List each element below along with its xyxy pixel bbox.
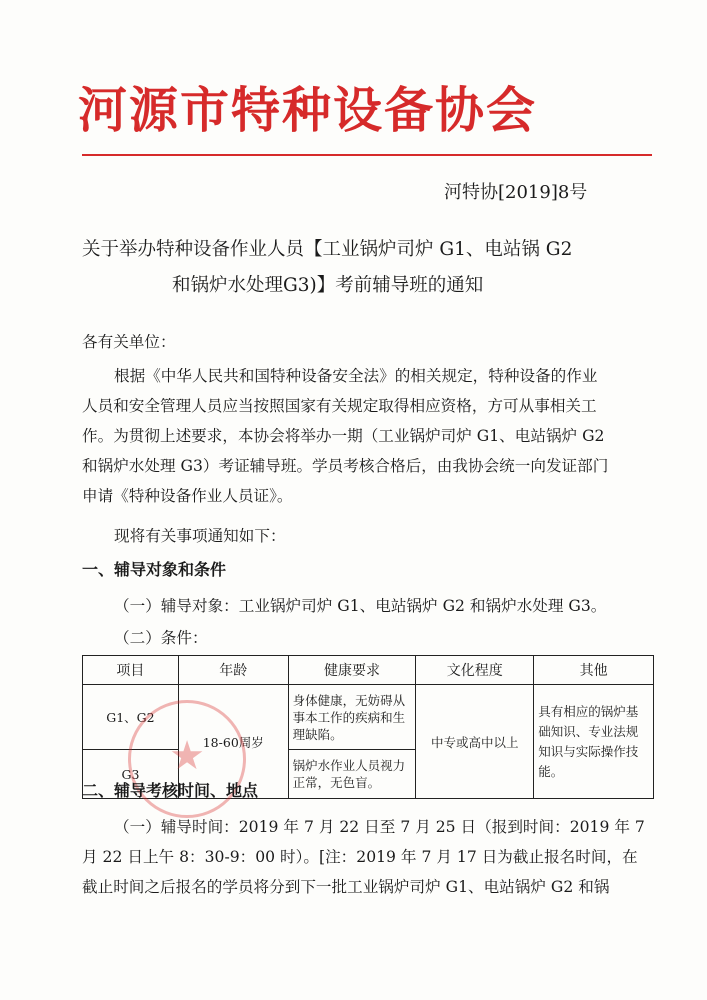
red-divider-line: [82, 154, 652, 156]
table-cell-health: [288, 750, 416, 799]
table-header-cell: 项目: [83, 656, 179, 685]
table-cell-health: [288, 685, 416, 750]
organization-name: 河源市特种设备协会: [78, 81, 538, 139]
health-text: 锅炉水作业人员视力正常，无色盲。: [292, 758, 406, 790]
item-target: （一）辅导对象：工业锅炉司炉 G1、电站锅炉 G2 和锅炉水处理 G3。: [114, 597, 607, 615]
table-header-cell: 其他: [534, 656, 654, 685]
item-conditions: （二）条件：: [114, 629, 208, 647]
paragraph-line: 截止时间之后报名的学员将分到下一批工业锅炉司炉 G1、电站锅炉 G2 和锅: [82, 878, 610, 896]
paragraph-schedule: [82, 812, 647, 902]
section-heading-2: 二、辅导考核时间、地点: [82, 781, 259, 800]
notice-title-line-1: 关于举办特种设备作业人员【工业锅炉司炉 G1、电站锅 G2: [82, 239, 573, 260]
salutation: 各有关单位：: [82, 333, 176, 351]
other-text: 具有相应的锅炉基础知识、专业法规知识与实际操作技能。: [538, 703, 639, 779]
paragraph-line: 人员和安全管理人员应当按照国家有关规定取得相应资格，方可从事相关工: [82, 397, 597, 415]
paragraph-line: 和锅炉水处理 G3）考证辅导班。学员考核合格后，由我协会统一向发证部门: [82, 457, 609, 475]
seal-star-icon: ★: [169, 733, 205, 779]
paragraph-line: 申请《特种设备作业人员证》。: [82, 487, 293, 505]
paragraph-intro: [82, 361, 647, 511]
notice-title: [82, 232, 652, 304]
paragraph-notice: 现将有关事项通知如下：: [114, 527, 286, 545]
paragraph-line: 作。为贯彻上述要求，本协会将举办一期（工业锅炉司炉 G1、电站锅炉 G2: [82, 427, 605, 445]
table-header-row: [83, 656, 654, 685]
section-heading-1: 一、辅导对象和条件: [82, 560, 227, 579]
health-text: 身体健康，无妨碍从事本工作的疾病和生理缺陷。: [292, 692, 406, 742]
notice-title-line-2: 和锅炉水处理G3)】考前辅导班的通知: [172, 275, 484, 296]
table-header-cell: 文化程度: [416, 656, 534, 685]
table-cell-item: G3: [83, 750, 179, 799]
table-cell-other: [534, 685, 654, 799]
table-cell-education: 中专或高中以上: [416, 685, 534, 799]
paragraph-line: （一）辅导时间：2019 年 7 月 22 日至 7 月 25 日（报到时间：2019 年 7: [114, 818, 645, 836]
table-header-cell: 健康要求: [288, 656, 416, 685]
table-header-cell: 年龄: [178, 656, 288, 685]
document-number: 河特协[2019]8号: [444, 182, 588, 203]
table-cell-age: 18-60周岁: [178, 685, 288, 799]
paragraph-line: 月 22 日上午 8：30-9：00 时）。[注：2019 年 7 月 17 日为截止报名时间，在: [82, 848, 638, 866]
table-cell-item: G1、G2: [83, 685, 179, 750]
paragraph-line: 根据《中华人民共和国特种设备安全法》的相关规定，特种设备的作业: [114, 367, 598, 385]
